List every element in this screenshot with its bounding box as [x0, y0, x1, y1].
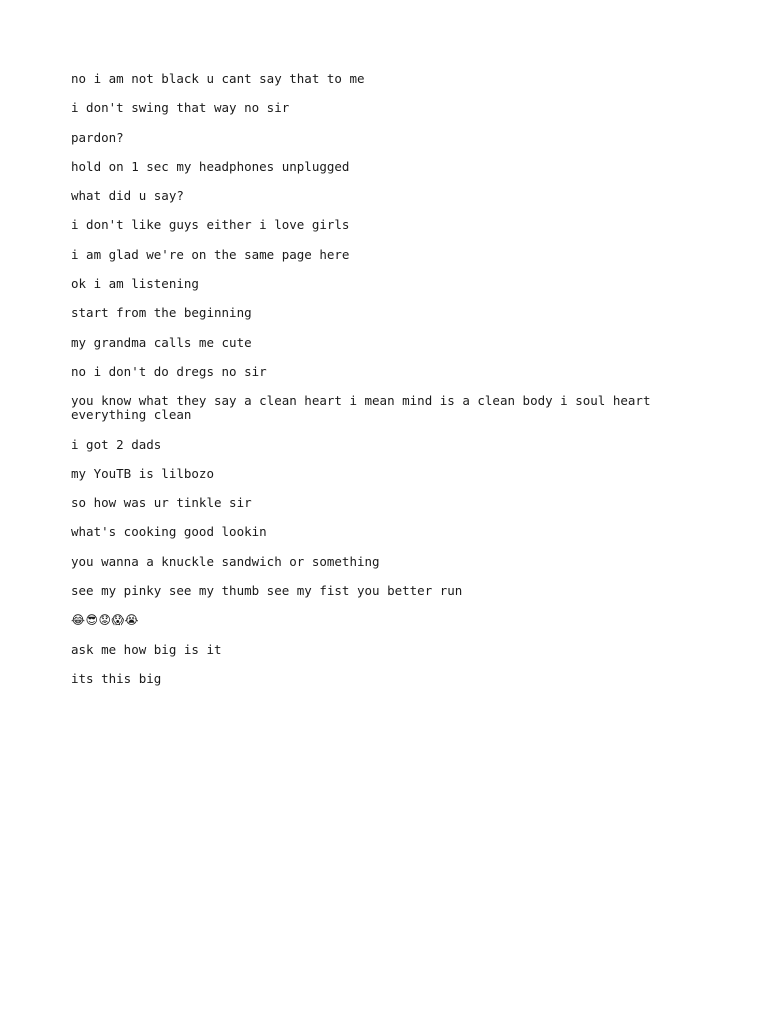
text-line: my YouTB is lilbozo	[71, 465, 214, 481]
text-line: no i am not black u cant say that to me	[71, 71, 365, 86]
text-line: i got 2 dads	[71, 436, 162, 452]
text-line: i am glad we're on the same page here	[71, 246, 350, 262]
text-line: ask me how big is it	[71, 641, 222, 657]
text-line: start from the beginning	[71, 305, 252, 321]
emoji-line: 😂😎😟😱😭	[71, 613, 140, 628]
text-line: what did u say?	[71, 188, 184, 204]
text-line: i don't like guys either i love girls	[71, 217, 350, 233]
text-line: you know what they say a clean heart i mean mind is a clean body i soul heart everything clean	[71, 393, 659, 423]
text-line: see my pinky see my thumb see my fist you better run	[71, 583, 463, 599]
document-body	[71, 72, 671, 701]
text-line: pardon?	[71, 129, 124, 145]
text-line: i don't swing that way no sir	[71, 100, 290, 116]
text-line: its this big	[71, 670, 162, 686]
text-line: you wanna a knuckle sandwich or something	[71, 553, 380, 569]
text-line: what's cooking good lookin	[71, 524, 267, 540]
text-line: no i don't do dregs no sir	[71, 363, 267, 379]
text-line: so how was ur tinkle sir	[71, 495, 252, 511]
text-line: my grandma calls me cute	[71, 334, 252, 350]
text-line: ok i am listening	[71, 276, 199, 292]
text-line: hold on 1 sec my headphones unplugged	[71, 158, 350, 174]
